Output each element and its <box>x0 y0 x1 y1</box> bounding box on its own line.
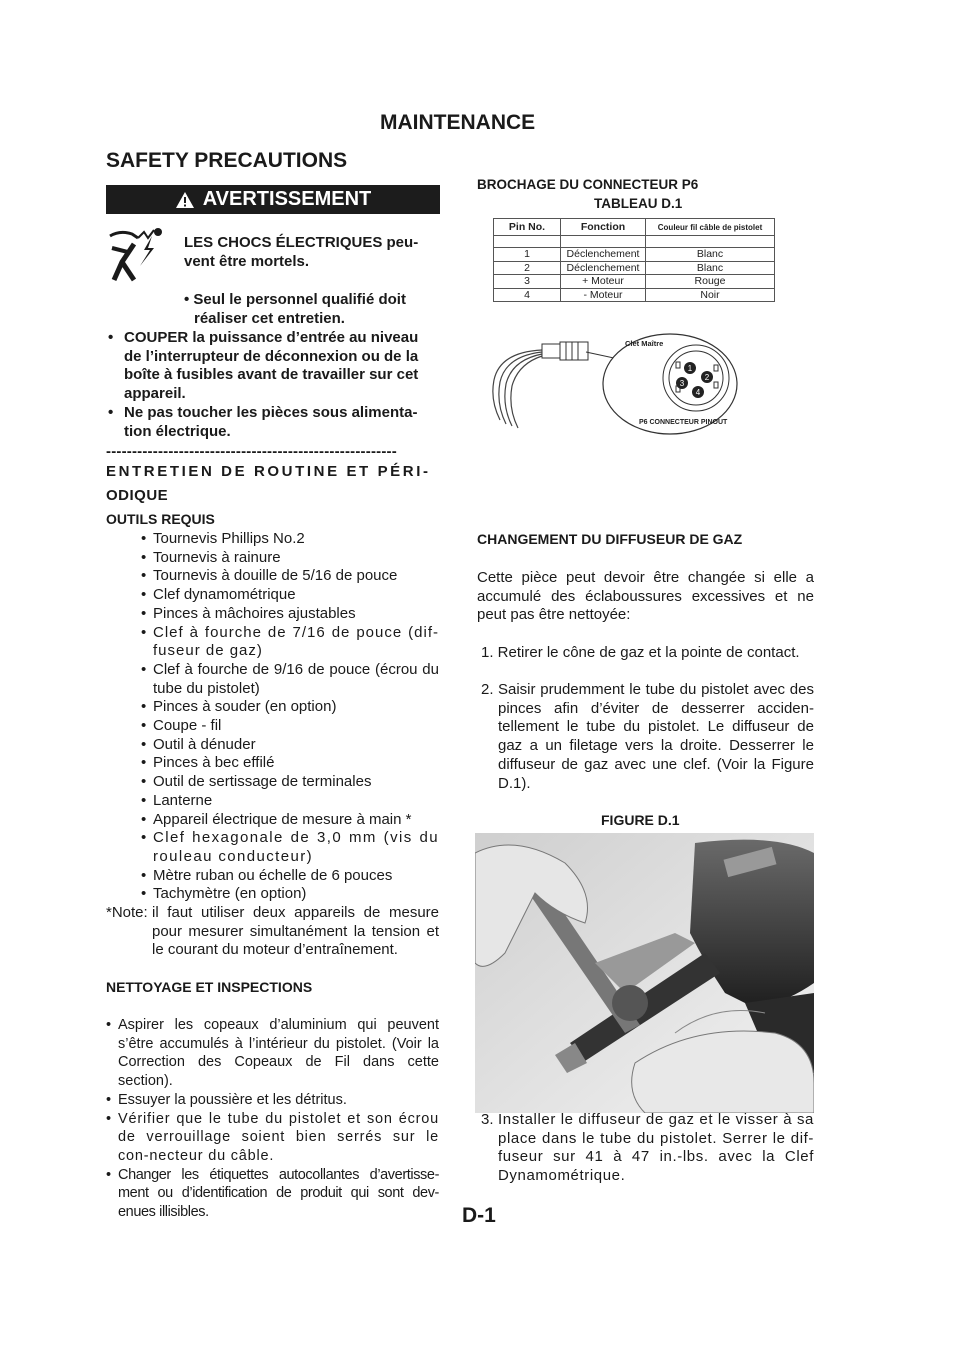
table-row <box>494 248 775 262</box>
pin-label: 1 <box>687 364 693 373</box>
warning-banner-label: AVERTISSEMENT <box>202 188 372 210</box>
table-cell: Noir <box>646 288 775 302</box>
tool-item: • Lanterne <box>141 792 439 811</box>
table-cell: 1 <box>494 248 561 262</box>
tools-list <box>141 530 439 904</box>
column-header: Pin No. <box>494 219 561 236</box>
tool-item: • Clef à fourche de 7/16 de pouce (dif-fuseur de gaz) <box>141 624 439 661</box>
tool-item: • Outil à dénuder <box>141 736 439 755</box>
table-cell: - Moteur <box>561 288 646 302</box>
warning-banner <box>106 185 440 214</box>
shock-warning-line2: vent être mortels. <box>184 253 310 270</box>
table-row <box>494 288 775 302</box>
column-header: Fonction <box>561 219 646 236</box>
cleaning-item: • Vérifier que le tube du pistolet et son écrou de verrouillage soient bien serrés sur le con-necteur du câble. <box>106 1110 439 1166</box>
table-cell: Rouge <box>646 275 775 289</box>
tool-item: • Pinces à mâchoires ajustables <box>141 605 439 624</box>
tool-item: • Mètre ruban ou échelle de 6 pouces <box>141 867 439 886</box>
table-cell: Déclenchement <box>561 248 646 262</box>
table-cell: Blanc <box>646 248 775 262</box>
diffuser-heading: CHANGEMENT DU DIFFUSEUR DE GAZ <box>477 531 743 547</box>
step-2-number: 2. <box>481 681 494 698</box>
tool-item: • Appareil électrique de mesure à main * <box>141 811 439 830</box>
connector-heading: BROCHAGE DU CONNECTEUR P6 <box>477 177 699 192</box>
table-cell: Blanc <box>646 261 775 275</box>
shock-warning-line1: LES CHOCS ÉLECTRIQUES peu- <box>184 234 419 251</box>
warning-triangle-icon <box>175 191 195 209</box>
tool-item: • Tournevis à rainure <box>141 549 439 568</box>
table-title: TABLEAU D.1 <box>594 196 683 211</box>
safety-precautions-title: SAFETY PRECAUTIONS <box>106 149 348 172</box>
tool-item: • Pinces à bec effilé <box>141 754 439 773</box>
tool-item: • Coupe - fil <box>141 717 439 736</box>
step-1: 1. Retirer le cône de gaz et la pointe de contact. <box>481 644 800 661</box>
pin-label: 4 <box>695 388 701 397</box>
routine-maintenance-title-line2: ODIQUE <box>106 487 169 504</box>
table-cell: 4 <box>494 288 561 302</box>
step-3-text: Installer le diffuseur de gaz et le visser à sa place dans le tube du pistolet. Serrer le dif-fuseur sur 41 à 47 in.-lbs. avec la Clef Dynamométrique. <box>498 1111 814 1185</box>
note-text: il faut utiliser deux appareils de mesure pour mesurer simultanément la tension et le courant du moteur d’entraînement. <box>152 904 439 959</box>
pinout-caption: P6 CONNECTEUR PINOUT <box>639 419 728 426</box>
tool-item: • Clef hexagonale de 3,0 mm (vis du rouleau conducteur) <box>141 829 439 866</box>
note-label: *Note: <box>106 904 148 921</box>
pin-label: 3 <box>679 379 685 388</box>
table-cell: 2 <box>494 261 561 275</box>
table-cell: 3 <box>494 275 561 289</box>
section-title: MAINTENANCE <box>380 111 536 134</box>
tool-item: • Pinces à souder (en option) <box>141 698 439 717</box>
tool-item: • Tournevis à douille de 5/16 de pouce <box>141 567 439 586</box>
table-row <box>494 275 775 289</box>
tool-item: • Tournevis Phillips No.2 <box>141 530 439 549</box>
cleaning-item: • Essuyer la poussière et les détritus. <box>106 1091 439 1110</box>
tool-item: • Tachymètre (en option) <box>141 885 439 904</box>
cleaning-item: • Aspirer les copeaux d’aluminium qui peuvent s’être accumulés à l’intérieur du pistolet. (Voir la Correction des Copeaux de Fil dans cette section). <box>106 1016 439 1091</box>
routine-maintenance-title-line1: ENTRETIEN DE ROUTINE ET PÉRI- <box>106 463 431 480</box>
table-row <box>494 261 775 275</box>
warning-items-list <box>106 329 432 441</box>
step-2-text: Saisir prudemment le tube du pistolet avec des pinces afin d’éviter de desserrer acciden-tellement le tube du pistolet. Le diffuseur de gaz a un filetage vers la droite. Desserrer le diffuseur de gaz avec une clef. (Voir la Figure D.1). <box>498 681 814 792</box>
table-cell: + Moteur <box>561 275 646 289</box>
column-header: Couleur fil câble de pistolet <box>646 219 775 236</box>
tools-heading: OUTILS REQUIS <box>106 511 215 527</box>
pin-label: 2 <box>704 373 710 382</box>
warning-item: • Ne pas toucher les pièces sous alimenta-tion électrique. <box>106 404 432 441</box>
tool-item: • Clef dynamométrique <box>141 586 439 605</box>
table-cell: Déclenchement <box>561 261 646 275</box>
qualified-personnel-line1: • Seul le personnel qualifié doit <box>184 291 406 308</box>
warning-item: • COUPER la puissance d’entrée au niveau de l’interrupteur de déconnexion ou de la boîte à fusibles avant de travailler sur cet appareil. <box>106 329 432 404</box>
qualified-personnel-line2: réaliser cet entretien. <box>194 310 345 327</box>
connector-pinout-diagram <box>480 320 780 440</box>
cleaning-list <box>106 1016 439 1222</box>
tool-item: • Outil de sertissage de terminales <box>141 773 439 792</box>
divider-line: -------------------------------------------------------- <box>106 443 397 460</box>
electric-shock-icon <box>104 226 174 284</box>
figure-label: FIGURE D.1 <box>601 812 680 828</box>
tool-item: • Clef à fourche de 9/16 de pouce (écrou du tube du pistolet) <box>141 661 439 698</box>
cleaning-heading: NETTOYAGE ET INSPECTIONS <box>106 979 313 995</box>
step-3-number: 3. <box>481 1111 494 1128</box>
pinout-table <box>493 218 775 302</box>
gas-diffuser-photo <box>475 833 814 1113</box>
cleaning-item: • Changer les étiquettes autocollantes d’avertisse-ment ou d’identification de produit qui sont dev-enues illisibles. <box>106 1166 439 1222</box>
diffuser-intro: Cette pièce peut devoir être changée si elle a accumulé des éclaboussures excessives et ne peut pas être nettoyée: <box>477 569 814 624</box>
master-key-label: Clet Maître <box>625 339 664 348</box>
page-number: D-1 <box>462 1204 496 1227</box>
